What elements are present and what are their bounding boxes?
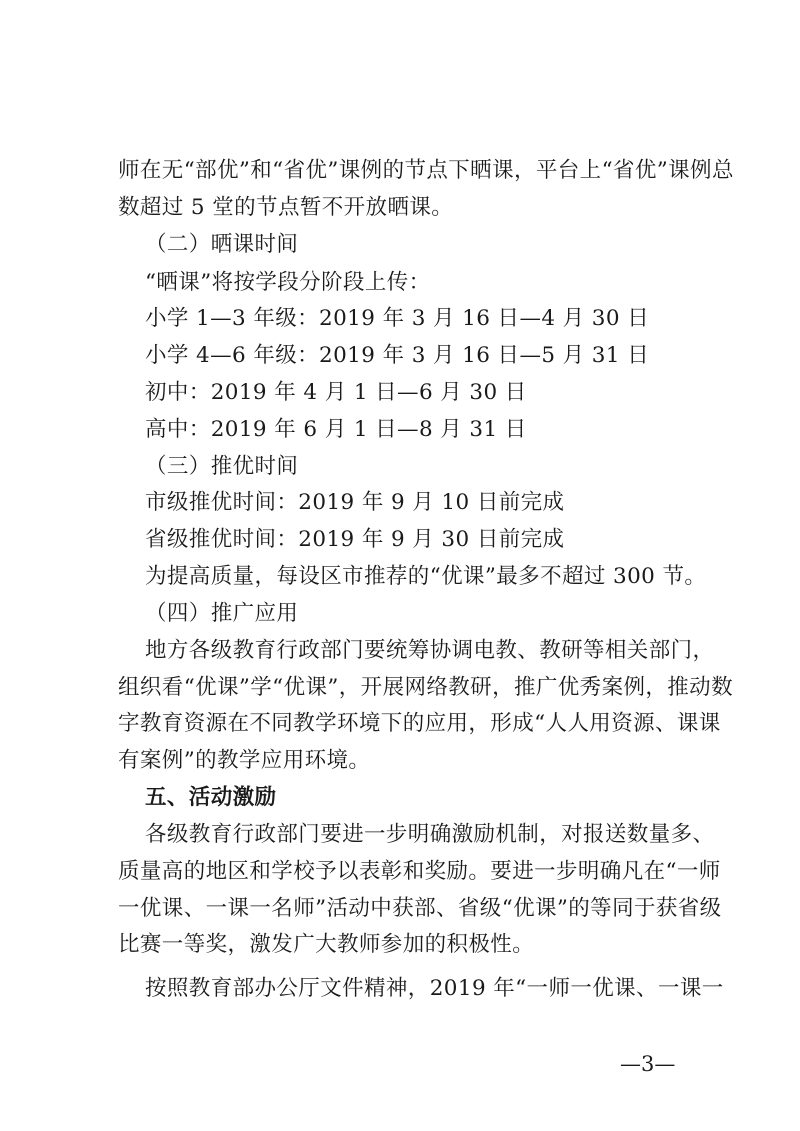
page-number: —3—	[620, 1052, 676, 1076]
schedule-item: 小学 1—3 年级：2019 年 3 月 16 日—4 月 30 日	[145, 306, 650, 331]
paragraph-line: “晒课”将按学段分阶段上传：	[145, 270, 431, 295]
paragraph-line: 按照教育部办公厅文件精神，2019 年“一师一优课、一课一	[145, 976, 724, 1001]
paragraph-line: 组织看“优课”学“优课”，开展网络教研，推广优秀案例，推动数	[118, 675, 733, 700]
paragraph-line: 比赛一等奖，激发广大教师参加的积极性。	[118, 932, 535, 957]
schedule-item: 小学 4—6 年级：2019 年 3 月 16 日—5 月 31 日	[145, 343, 650, 368]
paragraph-line: 师在无“部优”和“省优”课例的节点下晒课，平台上“省优”课例总	[118, 158, 734, 183]
paragraph-line: 一优课、一课一名师”活动中获部、省级“优课”的等同于获省级	[118, 896, 722, 921]
paragraph-line: 质量高的地区和学校予以表彰和奖励。要进一步明确凡在“一师	[118, 859, 721, 884]
paragraph-line: 地方各级教育行政部门要统筹协调电教、教研等相关部门，	[145, 638, 715, 663]
schedule-item: 省级推优时间：2019 年 9 月 30 日前完成	[145, 527, 565, 552]
section-heading: （四）推广应用	[145, 601, 299, 626]
paragraph-line: 字教育资源在不同教学环境下的应用，形成“人人用资源、课课	[118, 711, 721, 736]
paragraph-line: 各级教育行政部门要进一步明确激励机制，对报送数量多、	[145, 822, 715, 847]
section-heading: （二）晒课时间	[145, 232, 299, 257]
paragraph-line: 有案例”的教学应用环境。	[118, 748, 371, 773]
chapter-heading: 五、活动激励	[145, 785, 277, 810]
schedule-item: 初中：2019 年 4 月 1 日—6 月 30 日	[145, 380, 527, 405]
paragraph-line: 数超过 5 堂的节点暂不开放晒课。	[118, 195, 454, 220]
section-heading: （三）推优时间	[145, 454, 299, 479]
paragraph-line: 为提高质量，每设区市推荐的“优课”最多不超过 300 节。	[145, 564, 707, 589]
schedule-item: 高中：2019 年 6 月 1 日—8 月 31 日	[145, 417, 527, 442]
schedule-item: 市级推优时间：2019 年 9 月 10 日前完成	[145, 490, 565, 515]
